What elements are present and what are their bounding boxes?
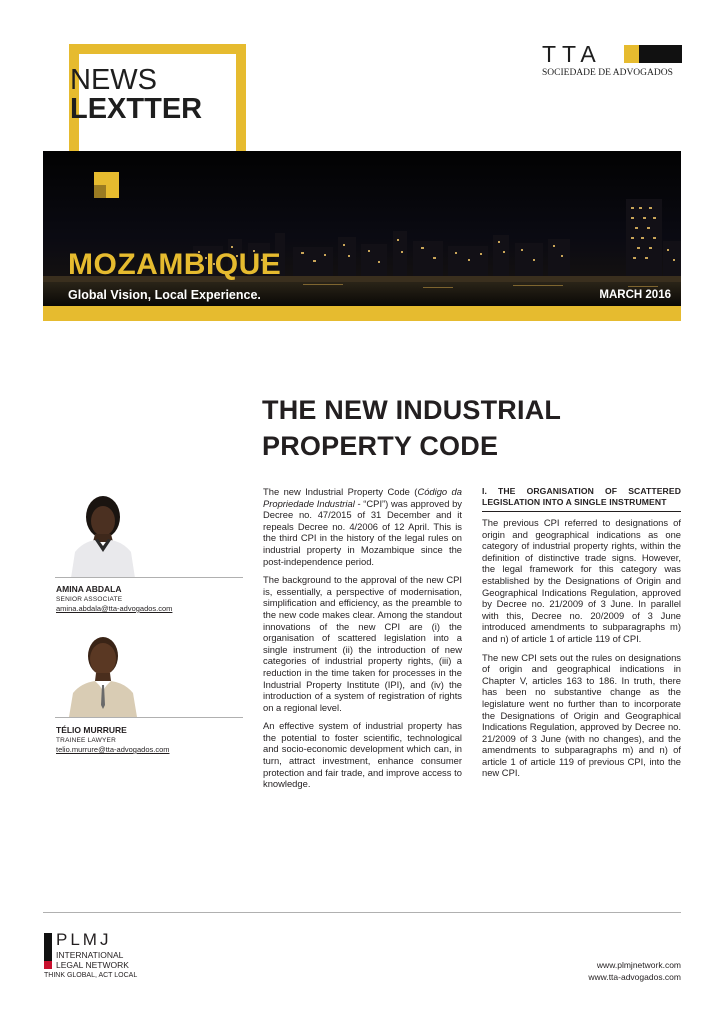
- network-label: INTERNATIONAL LEGAL NETWORK: [56, 950, 129, 970]
- article-title-line2: PROPERTY CODE: [262, 431, 499, 461]
- article-column-left: [263, 486, 462, 797]
- plmj-logo-text: PLMJ: [56, 930, 112, 949]
- tta-logo: [536, 41, 682, 78]
- gold-band: [43, 306, 681, 321]
- author-divider: [55, 577, 243, 578]
- author-role: SENIOR ASSOCIATE: [56, 596, 123, 603]
- gold-square-inner-decoration: [94, 185, 106, 198]
- author-photo-telio: [65, 629, 140, 717]
- paragraph: The previous CPI referred to designations of origin and geographical indications as one category of industrial property rights, within the definition of distinctive trade signs. However, the legal framework for this category was established by the Designations of Origin and Geographical Indications Regulation, approved by Decree no. 21/2009 of 3 June. In parallel with this, Decree no. 20/2009 of 3 June introduced amendments to subparagraphs m) and n) of article 1 of article 119 of CPI.: [482, 517, 681, 644]
- tagline: Global Vision, Local Experience.: [68, 288, 261, 302]
- tta-website-link[interactable]: www.tta-advogados.com: [588, 972, 681, 982]
- issue-date: MARCH 2016: [599, 289, 671, 301]
- tta-subtitle: SOCIEDADE DE ADVOGADOS: [542, 68, 673, 78]
- author-name: TÉLIO MURRURE: [56, 725, 127, 735]
- author-divider: [55, 717, 243, 718]
- city-skyline-banner: [43, 151, 681, 306]
- article-title-line1: THE NEW INDUSTRIAL: [262, 395, 562, 425]
- paragraph: The background to the approval of the new CPI is, essentially, a perspective of modernisation, simplification and efficiency, as the preamble to the new code makes clear. Among the standout innovations of the new CPI are (i) the organisation of scattered legislation into a single instrument (ii) the introduction of new categories of industrial property rights, (iii) a reduction in the time taken for processes in the Industrial Property Institute (IPI), and (iv) the introduction of a system of registration of rights on a regional level.: [263, 574, 462, 713]
- plmj-website-link[interactable]: www.plmjnetwork.com: [596, 960, 681, 970]
- footer-divider: [43, 912, 681, 913]
- author-role: TRAINEE LAWYER: [56, 737, 116, 744]
- network-slogan: THINK GLOBAL, ACT LOCAL: [44, 972, 138, 979]
- paragraph: The new Industrial Property Code (Código da Propriedade Industrial - “CPI”) was approved by Decree no. 47/2015 of 31 December and it repeals Decree no. 4/2006 of 12 April. This is the third CPI in the history of the legal rules on industrial property in Mozambique since the post-independence period.: [263, 486, 462, 567]
- news-title-line2: LEXTTER: [70, 93, 203, 125]
- section-heading: I. THE ORGANISATION OF SCATTERED LEGISLATION INTO A SINGLE INSTRUMENT: [482, 486, 681, 512]
- author-name: AMINA ABDALA: [56, 584, 122, 594]
- night-city-image: [43, 151, 681, 306]
- country-title: MOZAMBIQUE: [68, 248, 282, 281]
- news-title-line1: NEWS: [70, 64, 157, 96]
- plmj-logo-mark-icon: [44, 933, 52, 969]
- author-email-link[interactable]: amina.abdala@tta-advogados.com: [56, 604, 173, 613]
- article-title: [262, 392, 561, 464]
- author-photo-amina: [65, 490, 140, 578]
- tta-logo-bar-icon: [624, 45, 682, 63]
- tta-logo-text: TTA: [542, 41, 602, 67]
- article-column-right: [482, 486, 681, 786]
- author-email-link[interactable]: telio.murrure@tta-advogados.com: [56, 745, 170, 754]
- paragraph: An effective system of industrial property has the potential to foster scientific, technological and socio-economic development which can, in turn, attract investment, enhance consumer protection and fair trade, and improve access to knowledge.: [263, 720, 462, 790]
- newsletter-title: [70, 66, 202, 124]
- paragraph: The new CPI sets out the rules on designations of origin and geographical indications in Chapter V, articles 163 to 186. In truth, there has been no substantive change as the legislature went no further than to incorporate the Designations of Origin and Geographical Indications Regulation, approved by Decree no. 21/2009 of 3 June (with no changes), and the amendments to subparagraphs m) and n) of article 1 of article 119 of previous CPI, into the new CPI.: [482, 651, 681, 779]
